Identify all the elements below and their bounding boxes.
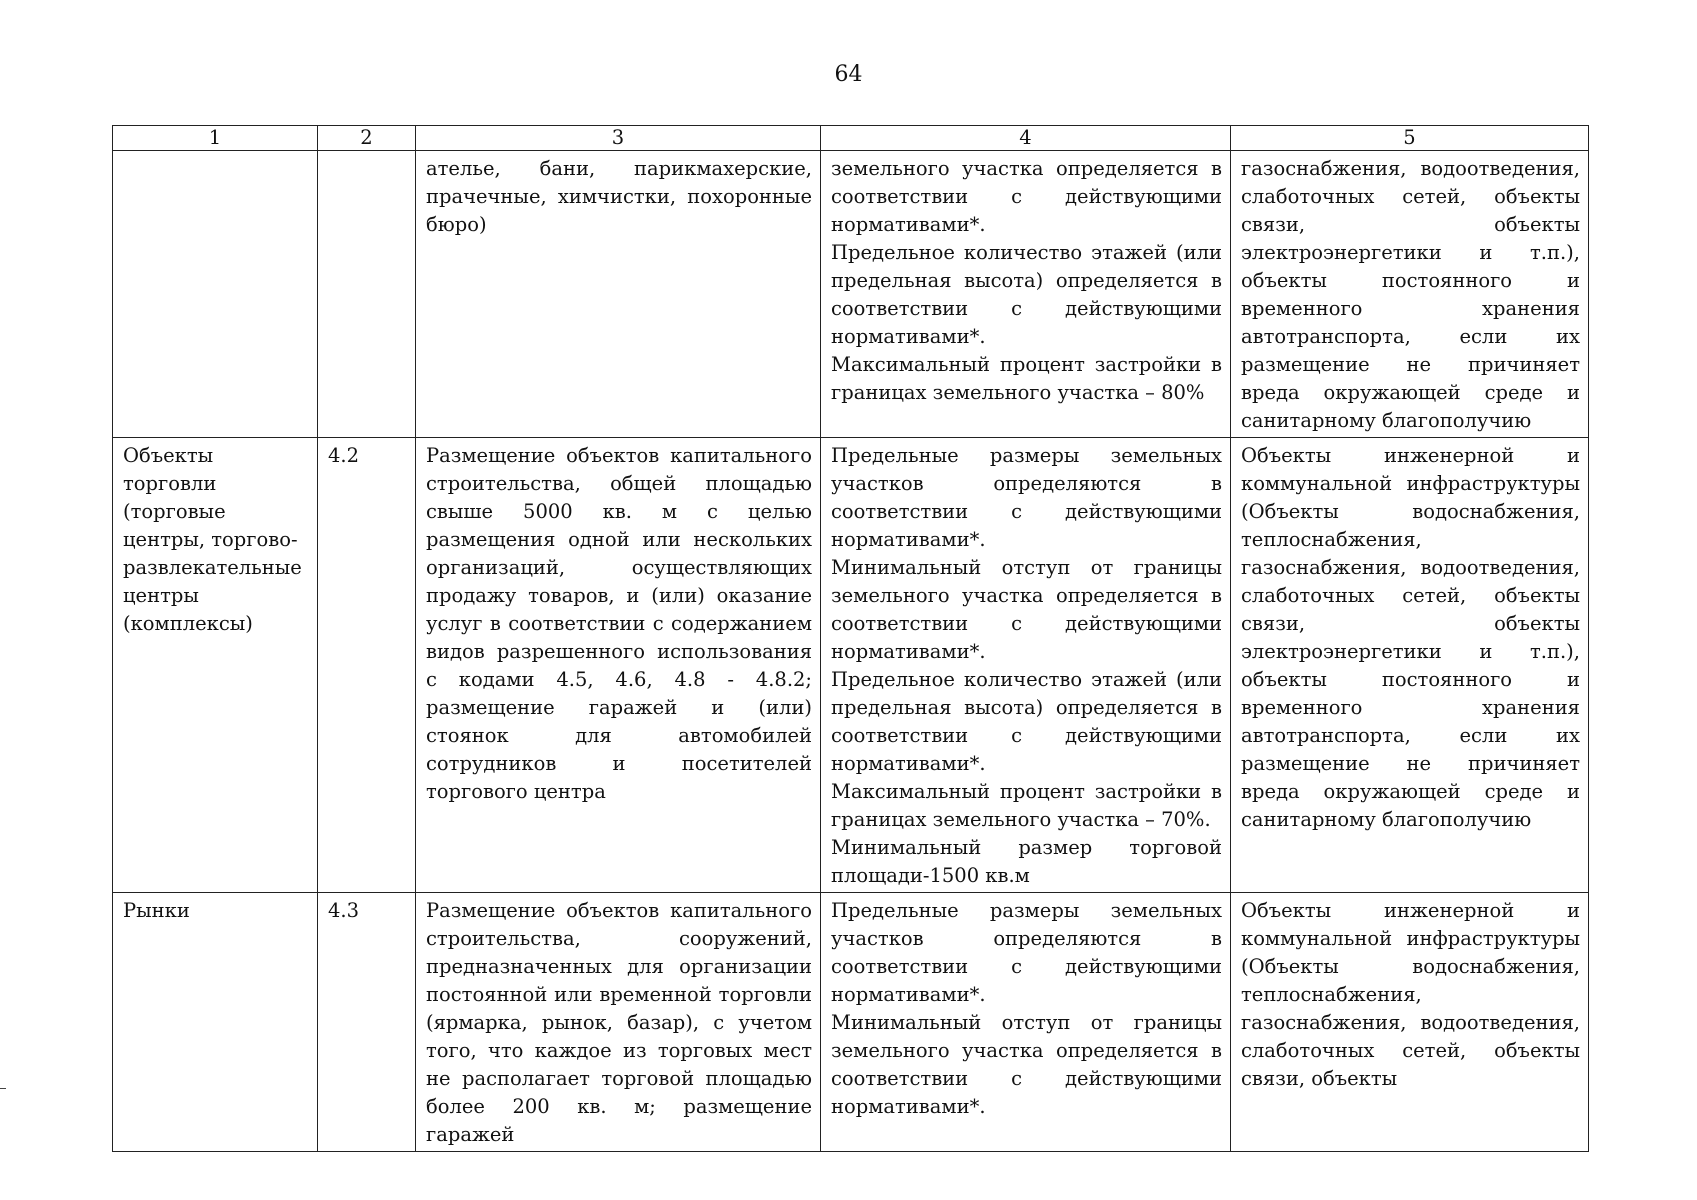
parameter-line: Минимальный отступ от границы земельного участка определяется в соответствии с действующими нормативами*.	[831, 556, 1222, 663]
margin-mark	[0, 1088, 6, 1089]
column-header-5: 5	[1231, 126, 1589, 151]
auxiliary-use-cell: Объекты инженерной и коммунальной инфраструктуры (Объекты водоснабжения, теплоснабжения, газоснабжения, водоотведения, слаботочных сетей, объекты связи, объекты электроэнергетики и т.п.), объекты постоянного и временного хранения автотранспорта, если их размещение не причиняет вреда окружающей среде и санитарному благополучию	[1231, 438, 1589, 893]
column-header-2: 2	[318, 126, 416, 151]
auxiliary-use-cell: Объекты инженерной и коммунальной инфраструктуры (Объекты водоснабжения, теплоснабжения, газоснабжения, водоотведения, слаботочных сетей, объекты связи, объекты	[1231, 893, 1589, 1152]
use-code-cell	[318, 151, 416, 438]
use-description-cell: ателье, бани, парикмахерские, прачечные, химчистки, похоронные бюро)	[416, 151, 821, 438]
parameter-line: Минимальный размер торговой площади-1500 кв.м	[831, 836, 1222, 887]
use-code-cell: 4.2	[318, 438, 416, 893]
parameter-line: Предельные размеры земельных участков определяются в соответствии с действующими нормативами*.	[831, 444, 1222, 551]
table-row	[113, 151, 1589, 438]
table-row	[113, 893, 1589, 1152]
parameter-line: Минимальный отступ от границы земельного участка определяется в соответствии с действующими нормативами*.	[831, 1011, 1222, 1118]
table-row	[113, 438, 1589, 893]
parameter-line: Предельное количество этажей (или предельная высота) определяется в соответствии с действующими нормативами*.	[831, 241, 1222, 348]
parameter-line: Максимальный процент застройки в границах земельного участка – 70%.	[831, 780, 1222, 831]
use-name-cell	[113, 151, 318, 438]
use-code-cell: 4.3	[318, 893, 416, 1152]
use-name-cell: Рынки	[113, 893, 318, 1152]
parameter-line: земельного участка определяется в соответствии с действующими нормативами*.	[831, 157, 1222, 236]
parameter-line: Предельные размеры земельных участков определяются в соответствии с действующими нормативами*.	[831, 899, 1222, 1006]
use-description-cell: Размещение объектов капитального строительства, общей площадью свыше 5000 кв. м с целью размещения одной или нескольких организаций, осуществляющих продажу товаров, и (или) оказание услуг в соответствии с содержанием видов разрешенного использования с кодами 4.5, 4.6, 4.8 - 4.8.2; размещение гаражей и (или) стоянок для автомобилей сотрудников и посетителей торгового центра	[416, 438, 821, 893]
parameters-cell	[821, 151, 1231, 438]
table-header-row	[113, 126, 1589, 151]
column-header-1: 1	[113, 126, 318, 151]
auxiliary-use-cell: газоснабжения, водоотведения, слаботочных сетей, объекты связи, объекты электроэнергетики и т.п.), объекты постоянного и временного хранения автотранспорта, если их размещение не причиняет вреда окружающей среде и санитарному благополучию	[1231, 151, 1589, 438]
page-number: 64	[834, 62, 863, 87]
parameters-cell	[821, 438, 1231, 893]
parameter-line: Предельное количество этажей (или предельная высота) определяется в соответствии с действующими нормативами*.	[831, 668, 1222, 775]
column-header-3: 3	[416, 126, 821, 151]
use-description-cell: Размещение объектов капитального строительства, сооружений, предназначенных для организации постоянной или временной торговли (ярмарка, рынок, базар), с учетом того, что каждое из торговых мест не располагает торговой площадью более 200 кв. м; размещение гаражей	[416, 893, 821, 1152]
parameters-cell	[821, 893, 1231, 1152]
land-use-table	[112, 125, 1589, 1152]
column-header-4: 4	[821, 126, 1231, 151]
use-name-cell: Объекты торговли (торговые центры, торгово-развлекательные центры (комплексы)	[113, 438, 318, 893]
parameter-line: Максимальный процент застройки в границах земельного участка – 80%	[831, 353, 1222, 404]
